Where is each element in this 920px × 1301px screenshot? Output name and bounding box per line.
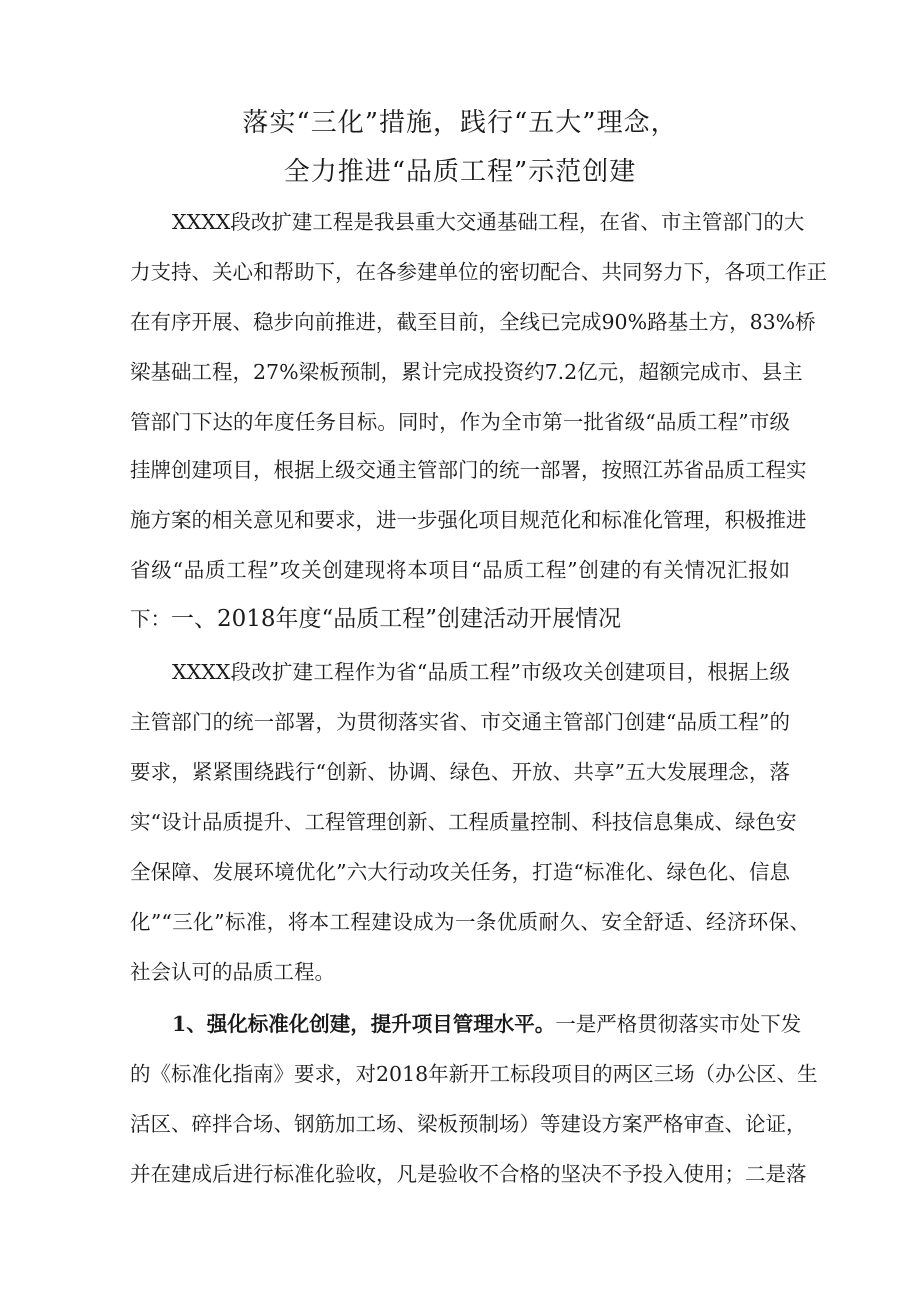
paragraph-3-line: 并在建成后进行标准化验收，凡是验收不合格的坚决不予投入使用；二是落 [130,1162,807,1186]
paragraph-2-line: XXXX段改扩建工程作为省“品质工程”市级攻关创建项目，根据上级 [172,660,790,684]
paragraph-1-line: XXXX段改扩建工程是我县重大交通基础工程，在省、市主管部门的大 [172,210,805,234]
paragraph-2-line: 主管部门的统一部署，为贯彻落实省、市交通主管部门创建“品质工程”的 [130,710,790,734]
paragraph-1-tail-text: 下： [130,607,171,631]
document-title-line-2: 全力推进“品质工程”示范创建 [283,157,637,187]
paragraph-1-line: 管部门下达的年度任务目标。同时，作为全市第一批省级“品质工程”市级 [130,410,790,434]
section-heading-1: 一、2018年度“品质工程”创建活动开展情况 [171,606,622,632]
paragraph-2-line: 实“设计品质提升、工程管理创新、工程质量控制、科技信息集成、绿色安 [130,810,797,834]
paragraph-1-line: 梁基础工程，27%梁板预制，累计完成投资约7.2亿元，超额完成市、县主 [130,360,803,384]
paragraph-2-line: 要求，紧紧围绕践行“创新、协调、绿色、开放、共享”五大发展理念，落 [130,760,790,784]
paragraph-3-line: 活区、碎拌合场、钢筋加工场、梁板预制场）等建设方案严格审查、论证， [130,1112,807,1136]
document-title-line-1: 落实“三化”措施，践行“五大”理念， [242,108,678,138]
paragraph-1-line: 施方案的相关意见和要求，进一步强化项目规范化和标准化管理，积极推进 [130,508,807,532]
paragraph-2-line: 化”“三化”标准，将本工程建设成为一条优质耐久、安全舒适、经济环保、 [130,910,810,934]
paragraph-2-line: 全保障、发展环境优化”六大行动攻关任务，打造“标准化、绿色化、信息 [130,860,790,884]
paragraph-3-first-line [172,1010,802,1038]
paragraph-3-line: 的《标准化指南》要求，对2018年新开工标段项目的两区三场（办公区、生 [130,1062,818,1086]
subsection-heading-1: 1、强化标准化创建，提升项目管理水平。 [172,1012,556,1036]
paragraph-3-first-line-text: 一是严格贯彻落实市处下发 [555,1012,802,1036]
paragraph-1-line: 挂牌创建项目，根据上级交通主管部门的统一部署，按照江苏省品质工程实 [130,458,807,482]
paragraph-1-line: 省级“品质工程”攻关创建现将本项目“品质工程”创建的有关情况汇报如 [130,558,790,582]
paragraph-1-last-line [130,605,790,633]
paragraph-2-line: 社会认可的品质工程。 [130,960,335,984]
paragraph-1-line: 在有序开展、稳步向前推进，截至目前，全线已完成90%路基土方，83%桥 [130,310,816,334]
paragraph-1-line: 力支持、关心和帮助下，在各参建单位的密切配合、共同努力下，各项工作正 [130,260,827,284]
